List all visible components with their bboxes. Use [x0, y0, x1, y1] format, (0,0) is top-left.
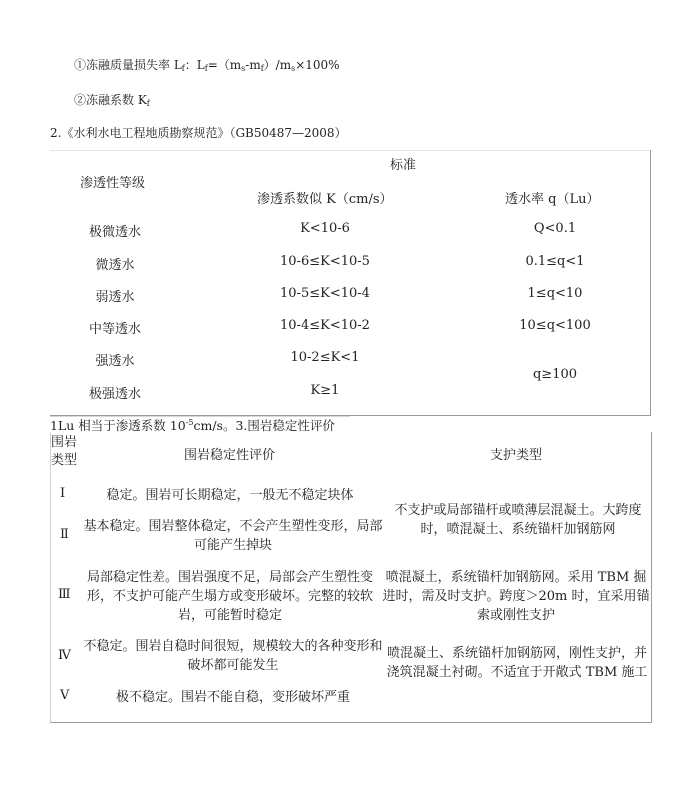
class-eval: 稳定。围岩可长期稳定，一般无不稳定块体: [106, 488, 354, 503]
table-row-grade: 微透水: [95, 258, 135, 273]
class-eval: 局部稳定性差。围岩强度不足，局部会产生塑性变形，不支护可能产生塌方或变形破坏。完整的较软岩，可能暂时稳定: [86, 570, 373, 623]
header-k: 渗透系数似 K（cm/s）: [257, 192, 393, 207]
support-cell-3: 喷混凝土、系统锚杆加钢筋网，刚性支护，并浇筑混凝土衬砌。不适宜于开敞式 TBM 施工: [386, 646, 648, 680]
header-class: 围岩类型: [50, 435, 77, 468]
class-eval: 不稳定。围岩自稳时间很短，规模较大的各种变形和破坏都可能发生: [83, 639, 383, 673]
table-row-q: 10≤q<100: [519, 318, 591, 333]
class-numeral: Ⅳ: [58, 648, 71, 663]
table-row-q: Q<0.1: [533, 221, 577, 236]
table-row-grade: 中等透水: [88, 322, 141, 337]
class-numeral: Ⅴ: [60, 688, 70, 703]
header-eval: 围岩稳定性评价: [184, 448, 276, 463]
class-numeral: Ⅰ: [60, 486, 66, 501]
table-row-grade: 弱透水: [95, 290, 135, 305]
merged-q-cell: q≥100: [532, 367, 578, 382]
class-numeral: Ⅱ: [60, 527, 69, 542]
table-row-q: 1≤q<10: [527, 286, 583, 301]
table-row-k: 10-6≤K<10-5: [280, 254, 370, 269]
support-cell-1: 不支护或局部锚杆或喷薄层混凝土。大跨度时，喷混凝土、系统锚杆加钢筋网: [394, 503, 642, 537]
header-grade: 渗透性等级: [80, 176, 146, 191]
support-cell-2: 喷混凝土，系统锚杆加钢筋网。采用 TBM 掘进时，需及时支护。跨度＞20m 时，宜采用锚索或刚性支护: [382, 570, 650, 623]
table-row-grade: 强透水: [95, 354, 135, 369]
header-support: 支护类型: [490, 448, 543, 463]
permeability-note: 1Lu 相当于渗透系数 $10^{-5}cm/s$。3.围岩稳定性评价: [50, 418, 335, 433]
section-title: 2.《水利水电工程地质勘察规范》（GB50487—2008）: [50, 126, 347, 140]
table-row-k: K<10-6: [300, 221, 350, 236]
class-eval: 极不稳定。围岩不能自稳，变形破坏严重: [115, 690, 350, 705]
table-row-k: K≥1: [310, 383, 340, 398]
table-row-k: 10-2≤K<1: [290, 350, 360, 365]
class-eval: 基本稳定。围岩整体稳定，不会产生塑性变形，局部可能产生掉块: [83, 519, 383, 553]
table-row-k: 10-5≤K<10-4: [280, 286, 370, 301]
table-row-grade: 极强透水: [88, 387, 141, 402]
table-row-grade: 极微透水: [88, 225, 141, 240]
table-row-k: 10-4≤K<10-2: [280, 318, 370, 333]
table-row-q: 0.1≤q<1: [525, 254, 585, 269]
formula-freeze-loss: ①冻融质量损失率 $L_f$：$L_f=(m_s-m_f)/m_s\times 100\%$: [74, 58, 340, 73]
header-standard: 标准: [390, 158, 417, 173]
class-numeral: Ⅲ: [58, 587, 71, 602]
formula-freeze-coefficient: ②冻融系数 $K_f$: [74, 93, 150, 108]
header-q: 透水率 q（Lu）: [505, 192, 600, 207]
